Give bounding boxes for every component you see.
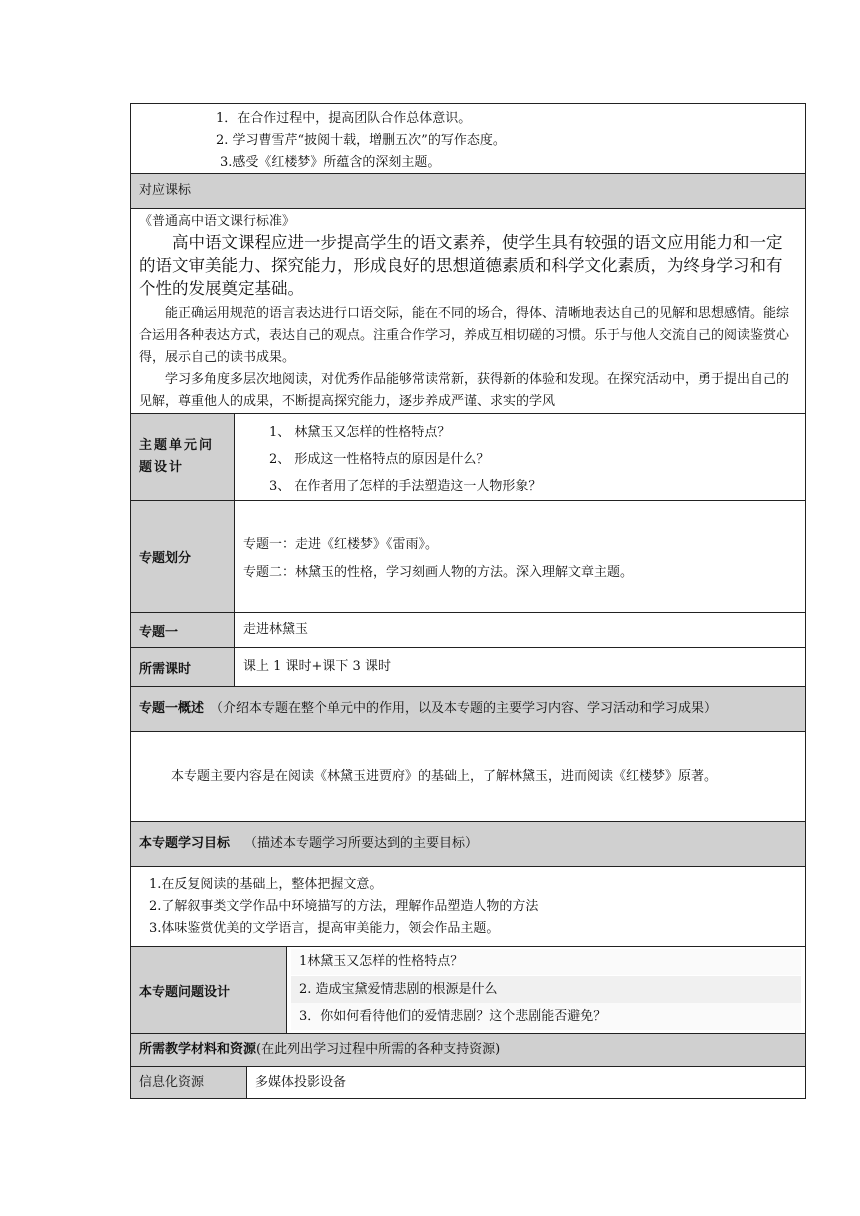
standard-header [130,174,806,209]
goal-item: 1．在合作过程中，提高团队合作总体意识。 [216,111,472,126]
objectives-label: 本专题学习目标 [139,836,231,851]
overview-header [130,687,806,732]
standard-para-3: 学习多角度多层次地阅读，对优秀作品能够常读常新，获得新的体验和发现。在探究活动中，勇于提出自己的见解，尊重他人的成果，不断提高探究能力，逐步养成严谨、求实的学风 [139,372,790,409]
info-resources-row [130,1067,806,1099]
topics-label: 专题划分 [139,551,192,566]
resources-header [130,1034,806,1067]
overview-content [130,732,806,822]
unit-question-item: 3、 在作者用了怎样的手法塑造这一人物形象？ [269,479,542,494]
topics-list [235,501,805,612]
topic1-label-cell [131,613,235,647]
standard-para-2: 能正确运用规范的语言表达进行口语交际，能在不同的场合，得体、清晰地表达自己的见解和思想感情。能综合运用各种表达方式，表达自己的观点。注重合作学习，养成互相切磋的习惯。乐于与他人交流自己的阅读鉴赏心得，展示自己的读书成果。 [139,306,790,365]
objectives-list [130,867,806,947]
topic1-row [130,613,806,648]
info-resources-label: 信息化资源 [139,1074,205,1090]
topic1-label: 专题一 [139,624,179,640]
hours-value: 课上 1 课时+课下 3 课时 [243,659,391,674]
problem-design-list [287,947,805,1033]
info-resources-label-cell [131,1067,247,1098]
objective-item: 2.了解叙事类文学作品中环境描写的方法，理解作品塑造人物的方法 [149,899,539,914]
hours-label-cell [131,648,235,686]
topic-item: 专题二：林黛玉的性格，学习刻画人物的方法。深入理解文章主题。 [243,565,634,580]
problem-design-row [130,947,806,1034]
objective-item: 1.在反复阅读的基础上，整体把握文意。 [149,877,383,892]
resources-note: (在此列出学习过程中所需的各种支持资源) [256,1042,501,1057]
objective-item: 3.体味鉴赏优美的文学语言，提高审美能力，领会作品主题。 [149,921,500,936]
overview-note: （介绍本专题在整个单元中的作用，以及本专题的主要学习内容、学习活动和学习成果） [210,701,718,716]
resources-label: 所需教学材料和资源 [139,1042,257,1057]
standard-content [130,209,806,414]
info-resources-value-cell [247,1067,805,1098]
lesson-plan-document [130,103,806,1099]
standard-source: 《普通高中语文课行标准》 [139,214,296,229]
topic1-value: 走进林黛玉 [243,622,309,637]
hours-label: 所需课时 [139,661,192,677]
topic1-value-cell [235,613,805,647]
hours-row [130,648,806,687]
hours-value-cell [235,648,805,686]
goal-item: 2. 学习曹雪芹“披阅十载，增删五次”的写作态度。 [216,133,506,148]
unit-question-item: 1、 林黛玉又怎样的性格特点？ [269,425,451,440]
problem-item: 3．你如何看待他们的爱情悲剧？这个悲剧能否避免？ [291,1003,801,1030]
overview-text: 本专题主要内容是在阅读《林黛玉进贾府》的基础上，了解林黛玉，进而阅读《红楼梦》原著。 [171,769,718,784]
objectives-header [130,822,806,867]
unit-questions-label: 主题单元问题设计 [139,438,215,475]
overview-label: 专题一概述 [139,701,205,716]
objectives-note: （描述本专题学习所要达到的主要目标） [244,836,479,851]
goal-item: 3.感受《红楼梦》所蕴含的深刻主题。 [220,155,441,170]
topic-item: 专题一：走进《红楼梦》《雷雨》。 [243,537,439,552]
info-resources-value: 多媒体投影设备 [255,1074,347,1090]
unit-questions-row [130,414,806,501]
problem-design-label-cell [131,947,287,1033]
standard-para-1: 高中语文课程应进一步提高学生的语文素养，使学生具有较强的语文应用能力和一定的语文审美能力、探究能力，形成良好的思想道德素质和科学文化素质，为终身学习和有个性的发展奠定基础。 [139,233,783,298]
unit-questions-list [235,414,805,500]
topics-label-cell [131,501,235,612]
unit-question-item: 2、 形成这一性格特点的原因是什么？ [269,452,490,467]
problem-item: 2. 造成宝黛爱情悲剧的根源是什么 [291,976,801,1003]
unit-questions-label-cell [131,414,235,500]
problem-item: 1林黛玉又怎样的性格特点？ [291,949,801,976]
problem-design-label: 本专题问题设计 [139,984,231,1000]
goals-section [130,103,806,174]
standard-header-label: 对应课标 [139,183,192,198]
topics-row [130,501,806,613]
